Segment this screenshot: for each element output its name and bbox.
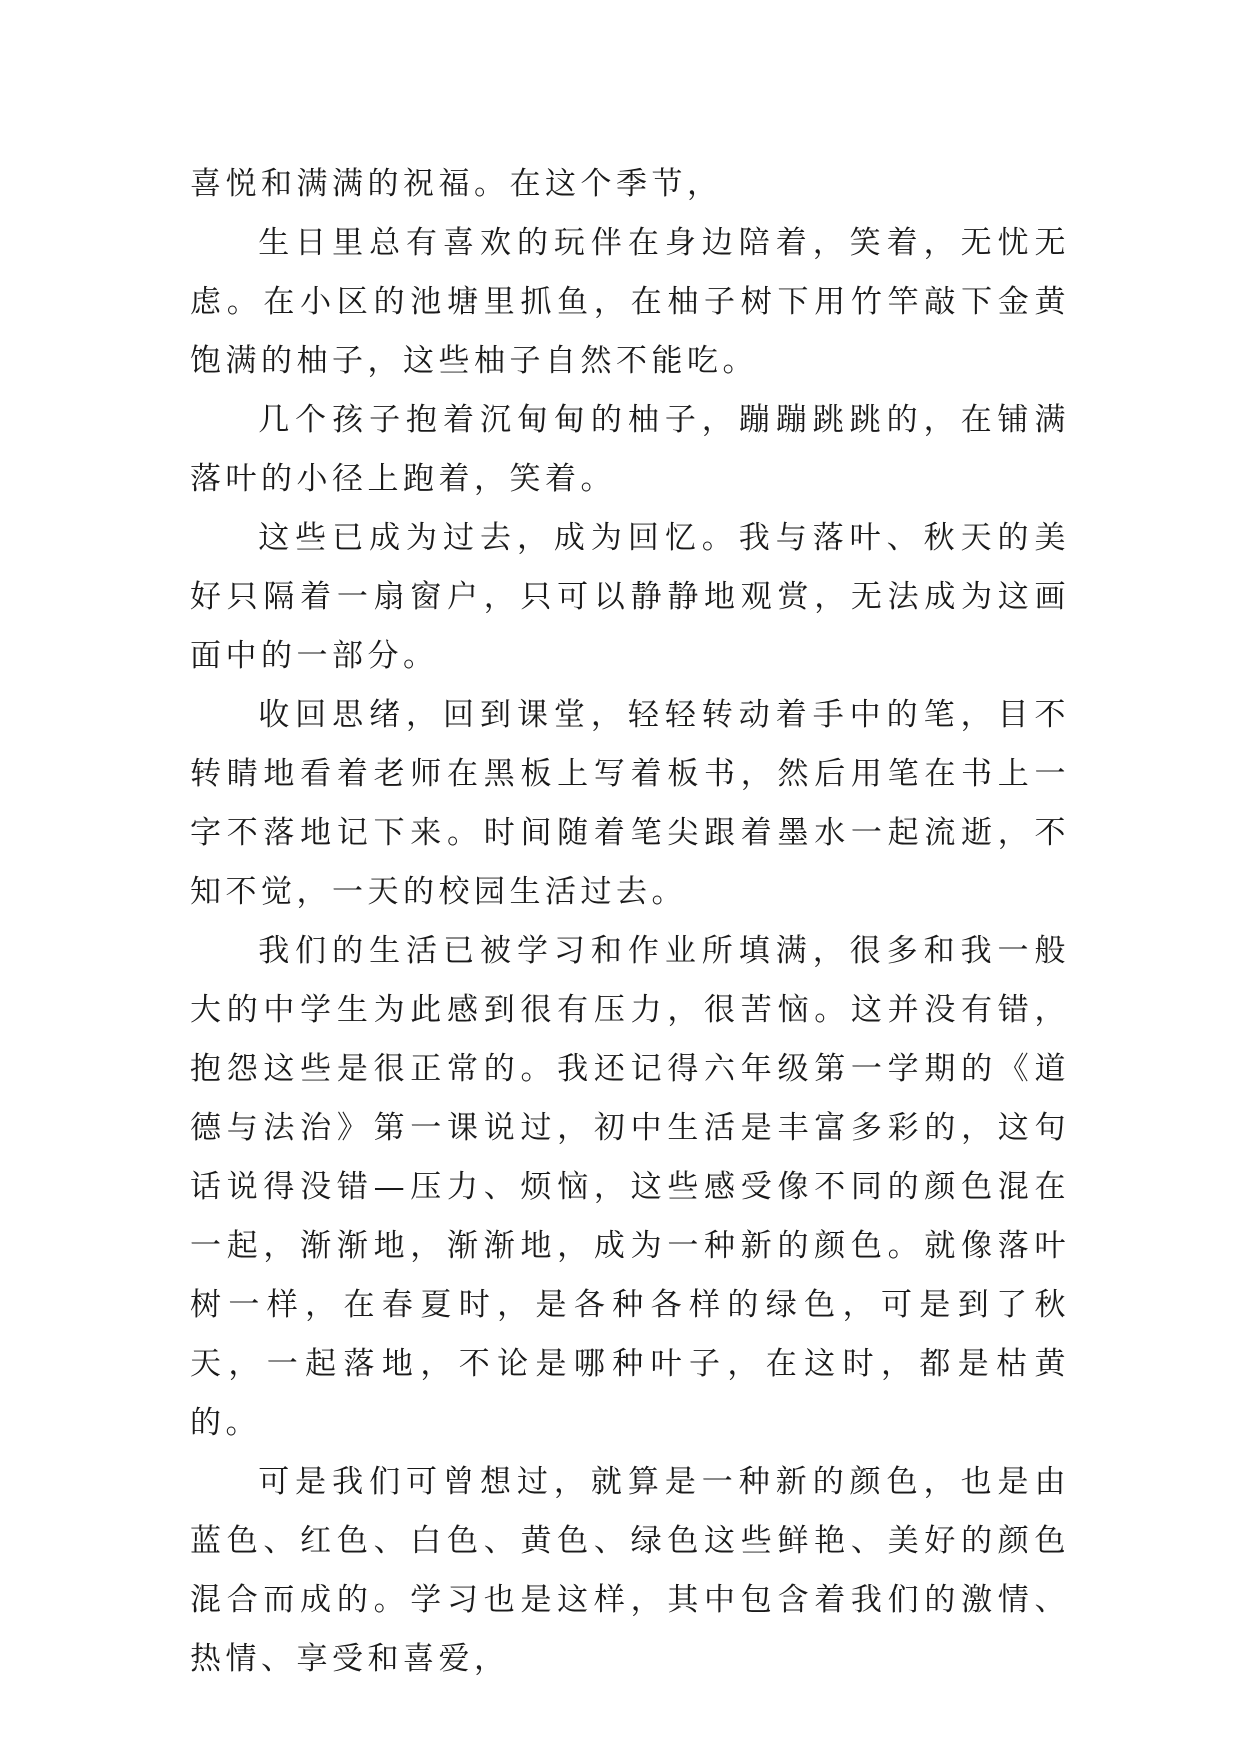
paragraph-2: 生日里总有喜欢的玩伴在身边陪着，笑着，无忧无虑。在小区的池塘里抓鱼，在柚子树下用竹竿敲下金黄饱满的柚子，这些柚子自然不能吃。 (190, 225, 1070, 379)
paragraph-6: 我们的生活已被学习和作业所填满，很多和我一般大的中学生为此感到很有压力，很苦恼。这并没有错，抱怨这些是很正常的。我还记得六年级第一学期的《道德与法治》第一课说过，初中生活是丰富多彩的，这句话说得没错—压力、烦恼，这些感受像不同的颜色混在一起，渐渐地，渐渐地，成为一种新的颜色。就像落叶树一样，在春夏时，是各种各样的绿色，可是到了秋天，一起落地，不论是哪种叶子，在这时，都是枯黄的。 (190, 933, 1070, 1441)
paragraph-4: 这些已成为过去，成为回忆。我与落叶、秋天的美好只隔着一扇窗户，只可以静静地观赏，无法成为这画面中的一部分。 (190, 520, 1070, 674)
paragraph-7: 可是我们可曾想过，就算是一种新的颜色，也是由蓝色、红色、白色、黄色、绿色这些鲜艳、美好的颜色混合而成的。学习也是这样，其中包含着我们的激情、热情、享受和喜爱， (190, 1464, 1070, 1677)
paragraph-3: 几个孩子抱着沉甸甸的柚子，蹦蹦跳跳的，在铺满落叶的小径上跑着，笑着。 (190, 402, 1070, 497)
paragraph-1: 喜悦和满满的祝福。在这个季节， (190, 166, 723, 202)
document-body (190, 155, 1070, 1689)
paragraph-5: 收回思绪，回到课堂，轻轻转动着手中的笔，目不转睛地看着老师在黑板上写着板书，然后用笔在书上一字不落地记下来。时间随着笔尖跟着墨水一起流逝，不知不觉，一天的校园生活过去。 (190, 697, 1070, 910)
